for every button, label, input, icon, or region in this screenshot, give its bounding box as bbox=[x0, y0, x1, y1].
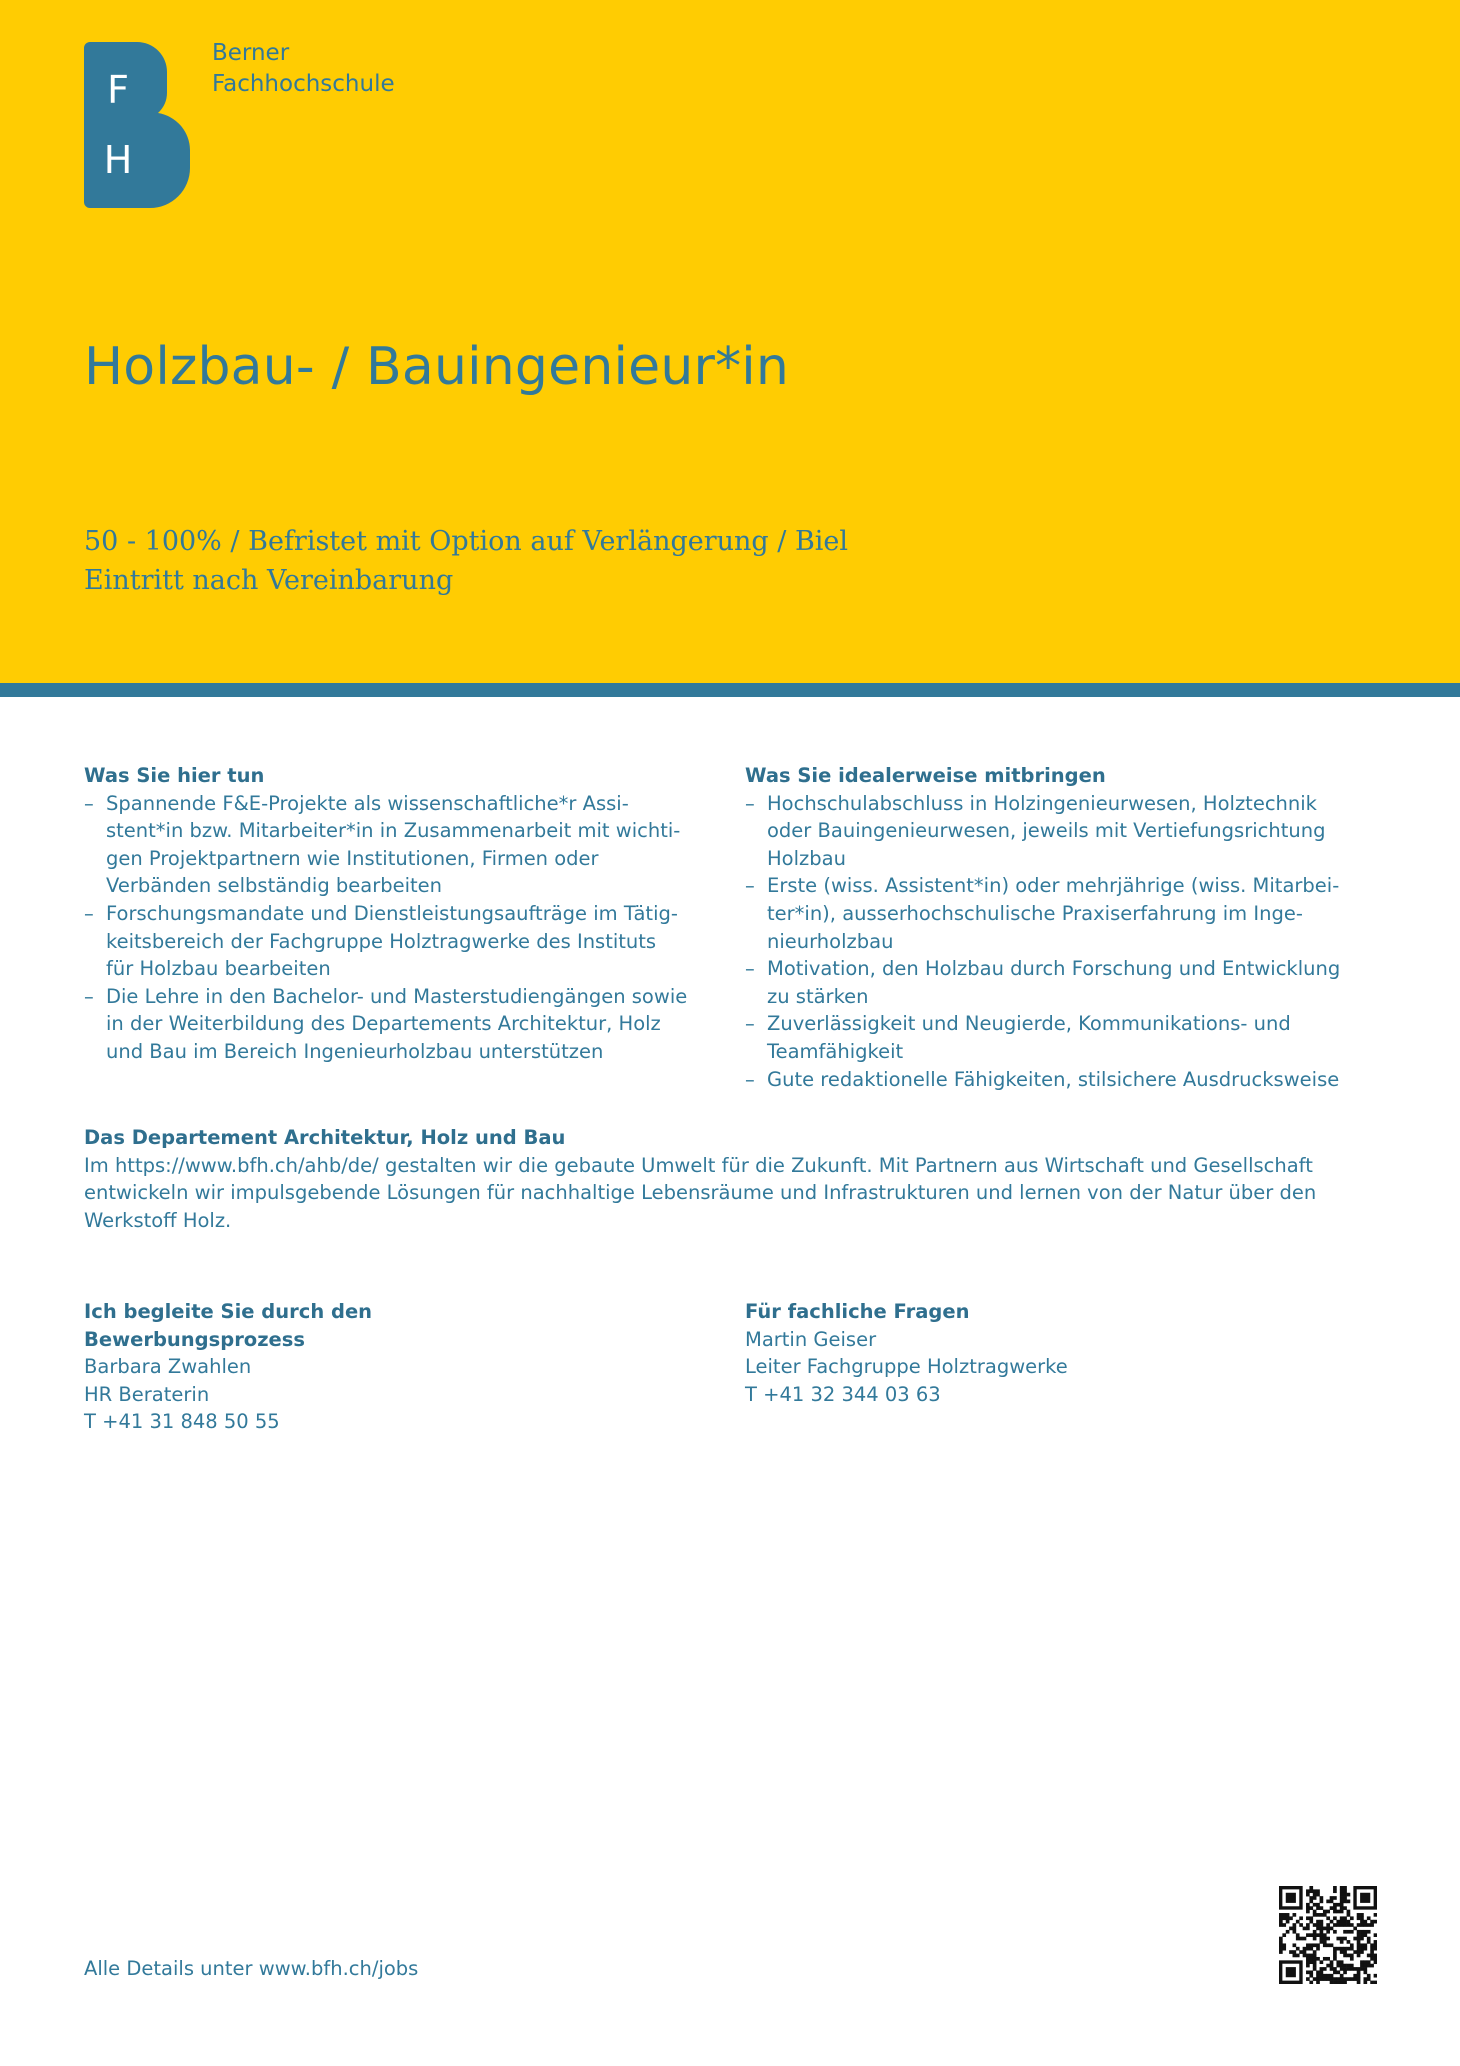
list-line: – Motivation, den Holzbau durch Forschung und Entwicklung bbox=[767, 957, 1341, 981]
department-text-line: Im https://www.bfh.ch/ahb/de/ gestalten wir die gebaute Umwelt für die Zukunft. Mit Partnern aus Wirtschaft und Gesellschaft bbox=[84, 1153, 1313, 1177]
list-line: – Die Lehre in den Bachelor- und Masterstudiengängen sowie bbox=[106, 984, 688, 1008]
list-line: – Hochschulabschluss in Holzingenieurwesen, Holztechnik bbox=[767, 791, 1317, 815]
jobs-link[interactable]: Alle Details unter www.bfh.ch/jobs bbox=[84, 1957, 419, 1980]
requirements-list bbox=[745, 790, 1385, 1094]
department-text-line: entwickeln wir impulsgebende Lösungen für nachhaltige Lebensräume und Infrastrukturen und lernen von der Natur über den bbox=[84, 1181, 1317, 1205]
job-meta bbox=[84, 522, 848, 600]
list-line: ter*in), ausserhochschulische Praxiserfahrung im Inge- bbox=[767, 901, 1303, 925]
contact-hr-heading-line: Bewerbungsprozess bbox=[84, 1327, 305, 1351]
list-line: – Spannende F&E-Projekte als wissenschaftliche*r Assi- bbox=[106, 791, 629, 815]
school-name-line2: Fachhochschule bbox=[212, 71, 395, 97]
contact-hr-heading bbox=[84, 1298, 444, 1353]
list-line: – Erste (wiss. Assistent*in) oder mehrjährige (wiss. Mitarbei- bbox=[767, 874, 1340, 898]
requirements-heading: Was Sie idealerweise mitbringen bbox=[745, 764, 1106, 787]
bfh-logo[interactable] bbox=[84, 42, 190, 208]
list-line: für Holzbau bearbeiten bbox=[106, 957, 331, 981]
logo-letter-f: F bbox=[107, 68, 129, 112]
tasks-section bbox=[84, 762, 704, 1066]
contact-hr-phone[interactable]: T +41 31 848 50 55 bbox=[84, 1410, 280, 1434]
list-line: gen Projektpartnern wie Institutionen, Firmen oder bbox=[106, 846, 599, 870]
school-name bbox=[212, 38, 395, 100]
department-section bbox=[84, 1124, 1384, 1234]
contact-hr-role: HR Beraterin bbox=[84, 1382, 210, 1406]
list-line: oder Bauingenieurwesen, jeweils mit Vertiefungsrichtung bbox=[767, 819, 1326, 843]
department-text bbox=[84, 1152, 1384, 1235]
list-line: Verbänden selbständig bearbeiten bbox=[106, 874, 443, 898]
requirements-section bbox=[745, 762, 1385, 1093]
contact-technical-name: Martin Geiser bbox=[745, 1327, 877, 1351]
bfh-logo-mark bbox=[84, 42, 190, 208]
contact-technical-phone[interactable]: T +41 32 344 03 63 bbox=[745, 1382, 941, 1406]
tasks-list bbox=[84, 790, 704, 1066]
list-item bbox=[745, 1066, 1385, 1094]
list-line: und Bau im Bereich Ingenieurholzbau unterstützen bbox=[106, 1039, 604, 1063]
contact-technical-heading: Für fachliche Fragen bbox=[745, 1300, 970, 1323]
tasks-heading: Was Sie hier tun bbox=[84, 764, 265, 787]
list-item bbox=[745, 955, 1385, 1010]
list-line: Teamfähigkeit bbox=[767, 1039, 904, 1063]
list-line: in der Weiterbildung des Departements Architektur, Holz bbox=[106, 1012, 661, 1036]
qr-code[interactable] bbox=[1279, 1886, 1377, 1984]
list-item bbox=[745, 1010, 1385, 1065]
contact-hr-name: Barbara Zwahlen bbox=[84, 1355, 252, 1379]
logo-letter-h: H bbox=[103, 138, 133, 182]
contact-technical-role: Leiter Fachgruppe Holztragwerke bbox=[745, 1355, 1068, 1379]
list-item bbox=[84, 900, 704, 983]
list-line: – Gute redaktionelle Fähigkeiten, stilsichere Ausdrucksweise bbox=[767, 1067, 1340, 1091]
list-line: Holzbau bbox=[767, 846, 846, 870]
contact-technical bbox=[745, 1298, 1165, 1408]
job-meta-start: Eintritt nach Vereinbarung bbox=[84, 565, 454, 596]
list-item bbox=[84, 983, 704, 1066]
contact-hr bbox=[84, 1298, 444, 1436]
list-line: stent*in bzw. Mitarbeiter*in in Zusammenarbeit mit wichti- bbox=[106, 819, 681, 843]
job-meta-workload: 50 - 100% / Befristet mit Option auf Verlängerung / Biel bbox=[84, 526, 849, 557]
list-line: nieurholzbau bbox=[767, 929, 894, 953]
school-name-line1: Berner bbox=[212, 40, 290, 66]
list-item bbox=[745, 790, 1385, 873]
department-text-line: Werkstoff Holz. bbox=[84, 1208, 232, 1232]
list-line: – Forschungsmandate und Dienstleistungsaufträge im Tätig- bbox=[106, 901, 678, 925]
list-item bbox=[745, 872, 1385, 955]
list-item bbox=[84, 790, 704, 900]
department-heading: Das Departement Architektur, Holz und Bau bbox=[84, 1126, 566, 1149]
list-line: keitsbereich der Fachgruppe Holztragwerke des Instituts bbox=[106, 929, 657, 953]
qr-code-graphic bbox=[1279, 1886, 1377, 1984]
header-band bbox=[0, 0, 1460, 683]
list-line: zu stärken bbox=[767, 984, 869, 1008]
contact-hr-heading-line: Ich begleite Sie durch den bbox=[84, 1300, 373, 1323]
list-line: – Zuverlässigkeit und Neugierde, Kommunikations- und bbox=[767, 1012, 1291, 1036]
header-divider bbox=[0, 683, 1460, 697]
job-title: Holzbau- / Bauingenieur*in bbox=[84, 337, 790, 397]
